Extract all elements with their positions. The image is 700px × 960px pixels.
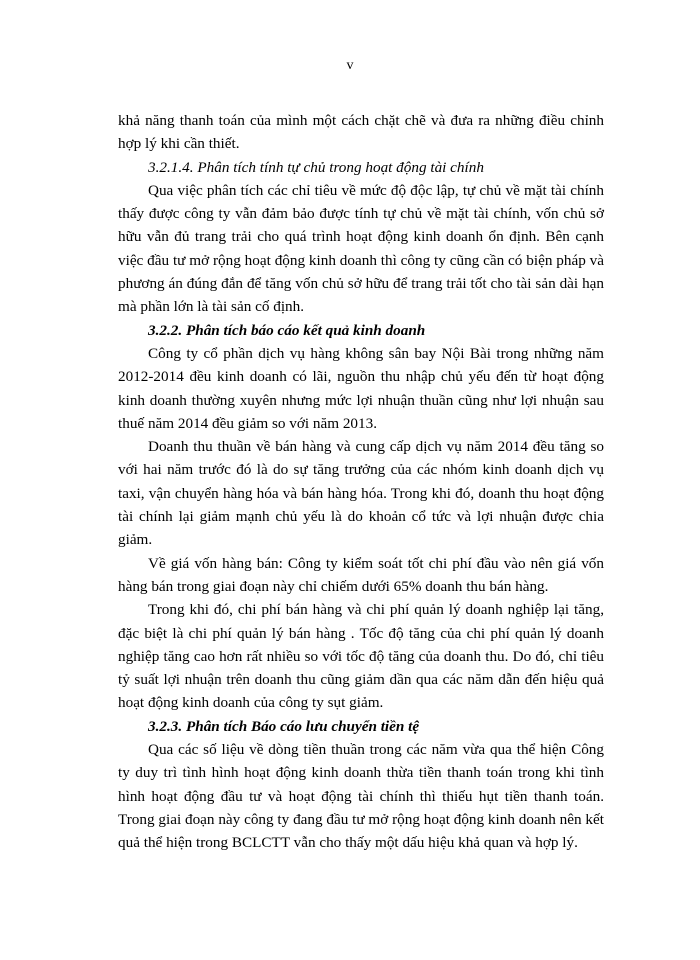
paragraph: Công ty cổ phần dịch vụ hàng không sân bay Nội Bài trong những năm 2012-2014 đều kinh doanh có lãi, nguồn thu nhập chủ yếu đến từ hoạt động kinh doanh thường xuyên nhưng mức lợi nhuận thuần cũng như lợi nhuận sau thuế năm 2014 đều giảm so với năm 2013. [118, 344, 604, 432]
section-heading-3-2-2: 3.2.2. Phân tích báo cáo kết quả kinh doanh [148, 321, 426, 339]
section-heading-3-2-3: 3.2.3. Phân tích Báo cáo lưu chuyển tiền tệ [148, 717, 420, 735]
paragraph: khả năng thanh toán của mình một cách chặt chẽ và đưa ra những điều chỉnh hợp lý khi cần thiết. [118, 112, 604, 153]
paragraph: Trong khi đó, chi phí bán hàng và chi phí quản lý doanh nghiệp lại tăng, đặc biệt là chi phí quản lý bán hàng . Tốc độ tăng của chi phí quản lý doanh nghiệp tăng cao hơn rất nhiều so với tốc độ tăng của doanh thu. Do đó, chỉ tiêu tỷ suất lợi nhuận trên doanh thu cũng giảm dần qua các năm dẫn đến hiệu quả hoạt động kinh doanh của công ty sụt giảm. [118, 601, 604, 712]
document-body [118, 109, 604, 855]
paragraph: Về giá vốn hàng bán: Công ty kiểm soát tốt chi phí đầu vào nên giá vốn hàng bán trong giai đoạn này chỉ chiếm dưới 65% doanh thu bán hàng. [118, 554, 604, 595]
section-heading-3-2-1-4: 3.2.1.4. Phân tích tính tự chủ trong hoạt động tài chính [148, 158, 484, 176]
paragraph: Qua việc phân tích các chỉ tiêu về mức độ độc lập, tự chủ về mặt tài chính thấy được công ty vẫn đảm bảo được tính tự chủ về mặt tài chính, vốn chủ sở hữu vẫn đủ trang trải cho quá trình hoạt động kinh doanh ổn định. Bên cạnh việc đầu tư mở rộng hoạt động kinh doanh thì công ty cũng cần có biện pháp và phương án đúng đắn để tăng vốn chủ sở hữu để trang trải tốt cho tài sản dài hạn mà phần lớn là tài sản cố định. [118, 181, 604, 316]
paragraph: Qua các số liệu về dòng tiền thuần trong các năm vừa qua thể hiện Công ty duy trì tình hình hoạt động kinh doanh thừa tiền thanh toán trong khi tình hình hoạt động đầu tư và hoạt động tài chính thì thiếu hụt tiền thanh toán. Trong giai đoạn này công ty đang đầu tư mở rộng hoạt động kinh doanh nên kết quả thể hiện trong BCLCTT vẫn cho thấy một dấu hiệu khả quan và hợp lý. [118, 741, 604, 852]
paragraph: Doanh thu thuần về bán hàng và cung cấp dịch vụ năm 2014 đều tăng so với hai năm trước đó là do sự tăng trưởng của các nhóm kinh doanh dịch vụ taxi, vận chuyển hàng hóa và bán hàng hóa. Trong khi đó, doanh thu hoạt động tài chính lại giảm mạnh chủ yếu là do khoản cổ tức và lợi nhuận được chia giảm. [118, 438, 604, 549]
page-number: v [346, 58, 354, 73]
